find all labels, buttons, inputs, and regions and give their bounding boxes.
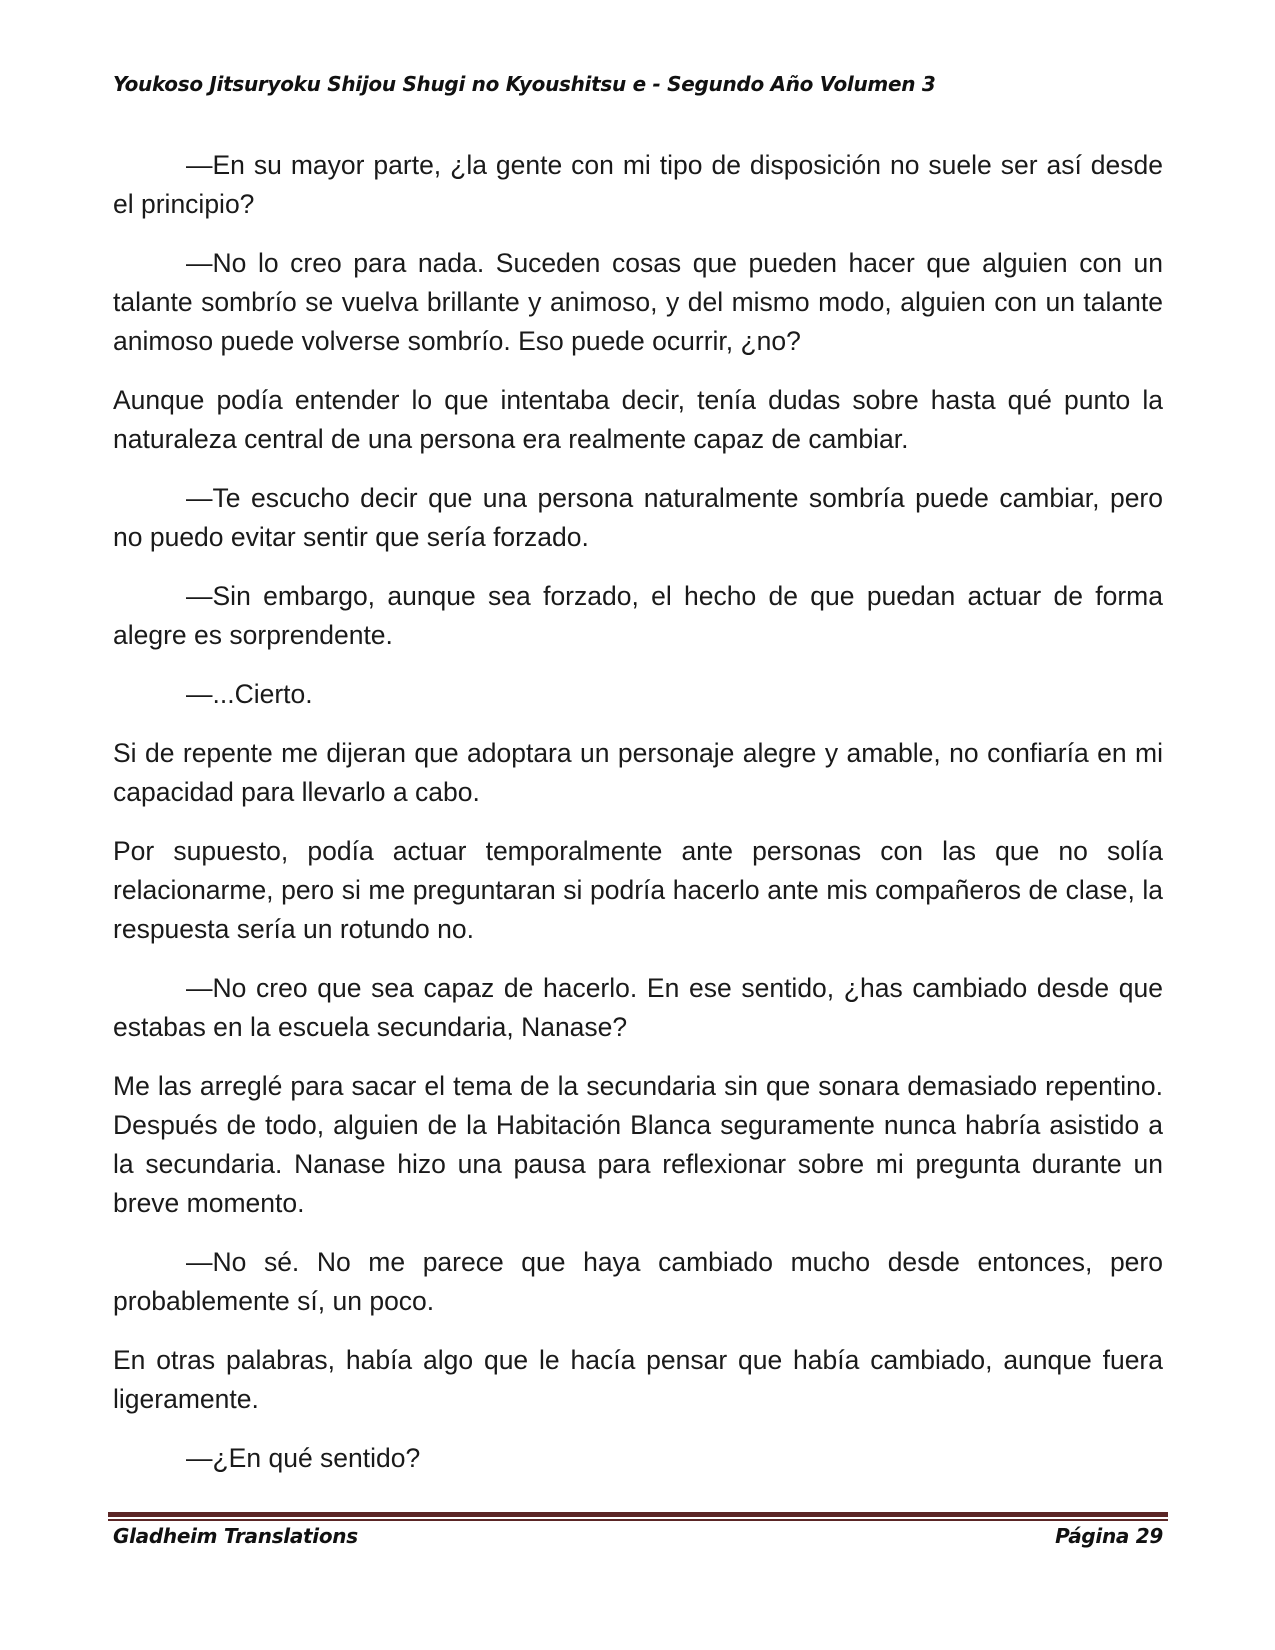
page-body	[113, 146, 1163, 1498]
paragraph-dialogue: —Sin embargo, aunque sea forzado, el hecho de que puedan actuar de forma alegre es sorprendente.	[113, 581, 1163, 650]
page-header: Youkoso Jitsuryoku Shijou Shugi no Kyoushitsu e - Segundo Año Volumen 3	[113, 72, 936, 96]
footer-divider	[108, 1512, 1168, 1521]
paragraph-dialogue: —No sé. No me parece que haya cambiado mucho desde entonces, pero probablemente sí, un poco.	[113, 1247, 1163, 1316]
paragraph-narration: Si de repente me dijeran que adoptara un personaje alegre y amable, no confiaría en mi capacidad para llevarlo a cabo.	[113, 738, 1163, 807]
paragraph-narration: En otras palabras, había algo que le hacía pensar que había cambiado, aunque fuera ligeramente.	[113, 1345, 1163, 1414]
paragraph-dialogue: —No creo que sea capaz de hacerlo. En ese sentido, ¿has cambiado desde que estabas en la escuela secundaria, Nanase?	[113, 973, 1163, 1042]
paragraph-dialogue: —¿En qué sentido?	[186, 1443, 421, 1473]
paragraph-narration: Aunque podía entender lo que intentaba decir, tenía dudas sobre hasta qué punto la naturaleza central de una persona era realmente capaz de cambiar.	[113, 385, 1163, 454]
paragraph-dialogue: —Te escucho decir que una persona naturalmente sombría puede cambiar, pero no puedo evitar sentir que sería forzado.	[113, 483, 1163, 552]
paragraph-dialogue: —No lo creo para nada. Suceden cosas que pueden hacer que alguien con un talante sombrío se vuelva brillante y animoso, y del mismo modo, alguien con un talante animoso puede volverse sombrío. Eso puede ocurrir, ¿no?	[113, 248, 1163, 356]
footer-publisher: Gladheim Translations	[113, 1524, 358, 1548]
page-footer	[113, 1524, 1163, 1548]
paragraph-dialogue: —...Cierto.	[186, 679, 313, 709]
paragraph-narration: Me las arreglé para sacar el tema de la secundaria sin que sonara demasiado repentino. Después de todo, alguien de la Habitación Blanca seguramente nunca habría asistido a la secundaria. Nanase hizo una pausa para reflexionar sobre mi pregunta durante un breve momento.	[113, 1071, 1163, 1218]
paragraph-narration: Por supuesto, podía actuar temporalmente ante personas con las que no solía relacionarme, pero si me preguntaran si podría hacerlo ante mis compañeros de clase, la respuesta sería un rotundo no.	[113, 836, 1163, 944]
footer-divider-thin	[108, 1519, 1168, 1521]
paragraph-dialogue: —En su mayor parte, ¿la gente con mi tipo de disposición no suele ser así desde el principio?	[113, 150, 1163, 219]
page-number: Página 29	[1055, 1524, 1163, 1548]
